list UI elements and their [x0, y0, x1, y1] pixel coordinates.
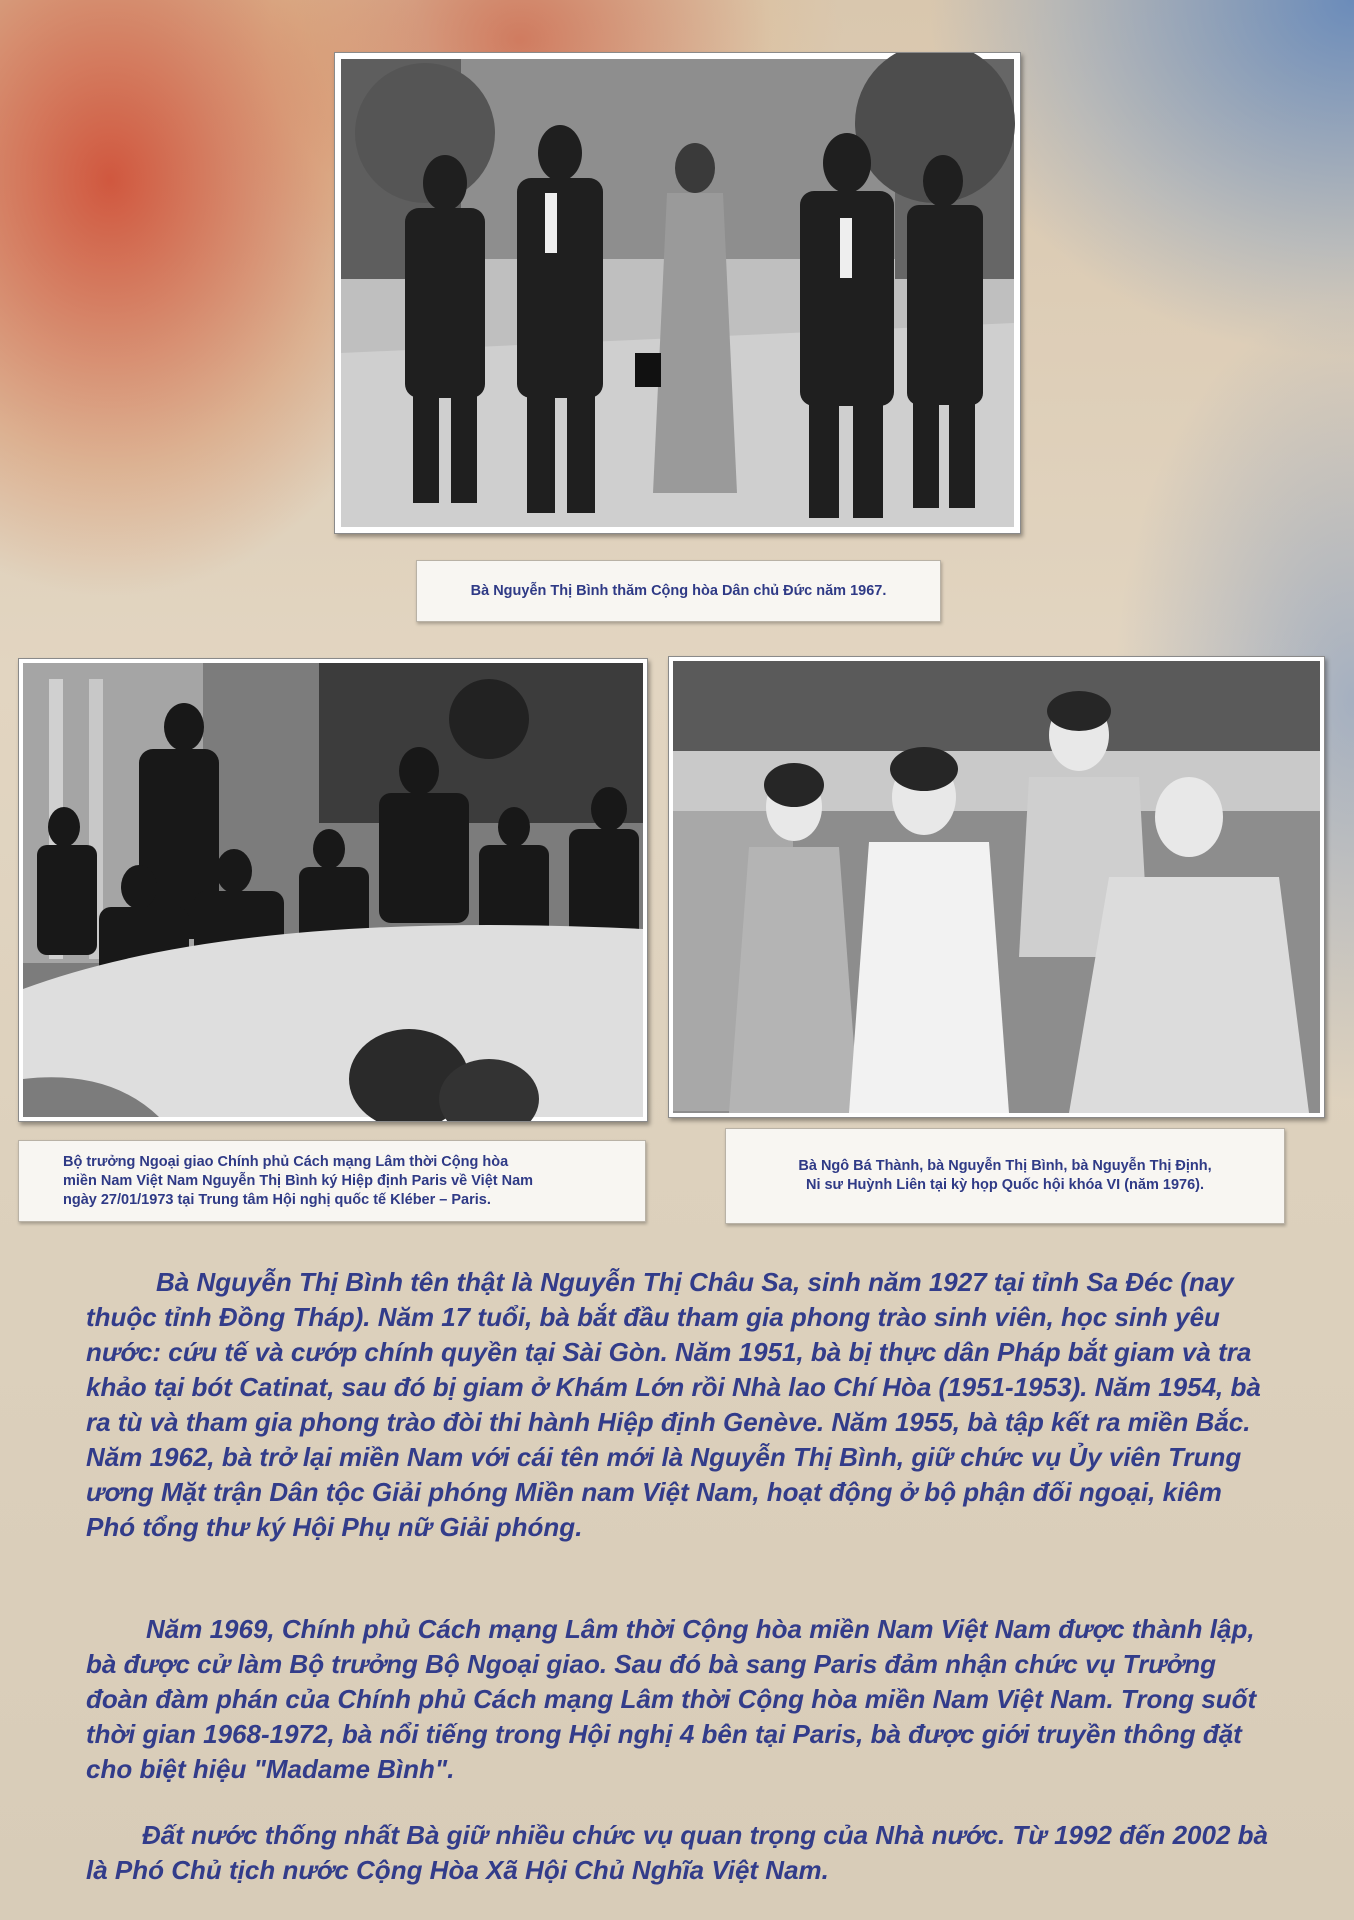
caption-top-photo — [416, 560, 941, 622]
caption-right-line: Bà Ngô Bá Thành, bà Nguyễn Thị Bình, bà Nguyễn Thị Định, — [798, 1158, 1212, 1174]
photo-paris-signing-1973 — [18, 658, 648, 1122]
caption-left-line: Bộ trưởng Ngoại giao Chính phủ Cách mạng Lâm thời Cộng hòa — [63, 1153, 509, 1170]
caption-right-photo-text — [798, 1157, 1211, 1195]
photo-visit-gdr-1967 — [334, 52, 1021, 534]
caption-left-line: ngày 27/01/1973 tại Trung tâm Hội nghị quốc tế Kléber – Paris. — [63, 1191, 491, 1208]
article-paragraph-1: Bà Nguyễn Thị Bình tên thật là Nguyễn Thị Châu Sa, sinh năm 1927 tại tỉnh Sa Đéc (nay thuộc tỉnh Đồng Tháp). Năm 17 tuổi, bà bắt đầu tham gia phong trào sinh viên, học sinh yêu nước: cứu tế và cướp chính quyền tại Sài Gòn. Năm 1951, bà bị thực dân Pháp bắt giam và tra khảo tại bót Catinat, sau đó bị giam ở Khám Lớn rồi Nhà lao Chí Hòa (1951-1953). Năm 1954, bà ra tù và tham gia phong trào đòi thi hành Hiệp định Genève. Năm 1955, bà tập kết ra miền Bắc. Năm 1962, bà trở lại miền Nam với cái tên mới là Nguyễn Thị Bình, giữ chức vụ Ủy viên Trung ương Mặt trận Dân tộc Giải phóng Miền nam Việt Nam, hoạt động ở bộ phận đối ngoại, kiêm Phó tổng thư ký Hội Phụ nữ Giải phóng. — [86, 1267, 1261, 1542]
caption-top-photo-text: Bà Nguyễn Thị Bình thăm Cộng hòa Dân chủ Đức năm 1967. — [470, 582, 887, 599]
article-paragraph-2: Năm 1969, Chính phủ Cách mạng Lâm thời Cộng hòa miền Nam Việt Nam được thành lập, bà được cử làm Bộ trưởng Bộ Ngoại giao. Sau đó bà sang Paris đảm nhận chức vụ Trưởng đoàn đàm phán của Chính phủ Cách mạng Lâm thời Cộng hòa miền Nam Việt Nam. Trong suốt thời gian 1968-1972, bà nổi tiếng trong Hội nghị 4 bên tại Paris, bà được giới truyền thông đặt cho biệt hiệu "Madame Bình". — [86, 1614, 1257, 1784]
photo-paris-signing-image — [19, 659, 647, 1121]
caption-left-line: miền Nam Việt Nam Nguyễn Thị Bình ký Hiệp định Paris về Việt Nam — [63, 1172, 534, 1189]
caption-left-photo — [18, 1140, 646, 1222]
photo-national-assembly-image — [669, 657, 1324, 1117]
photo-visit-gdr-image — [335, 53, 1020, 533]
caption-right-photo — [725, 1128, 1285, 1224]
article-paragraph-3: Đất nước thống nhất Bà giữ nhiều chức vụ quan trọng của Nhà nước. Từ 1992 đến 2002 bà là Phó Chủ tịch nước Cộng Hòa Xã Hội Chủ Nghĩa Việt Nam. — [86, 1820, 1268, 1885]
caption-right-line: Ni sư Huỳnh Liên tại kỳ họp Quốc hội khóa VI (năm 1976). — [805, 1177, 1205, 1193]
photo-national-assembly-1976 — [668, 656, 1325, 1118]
caption-left-photo-text — [63, 1153, 533, 1210]
